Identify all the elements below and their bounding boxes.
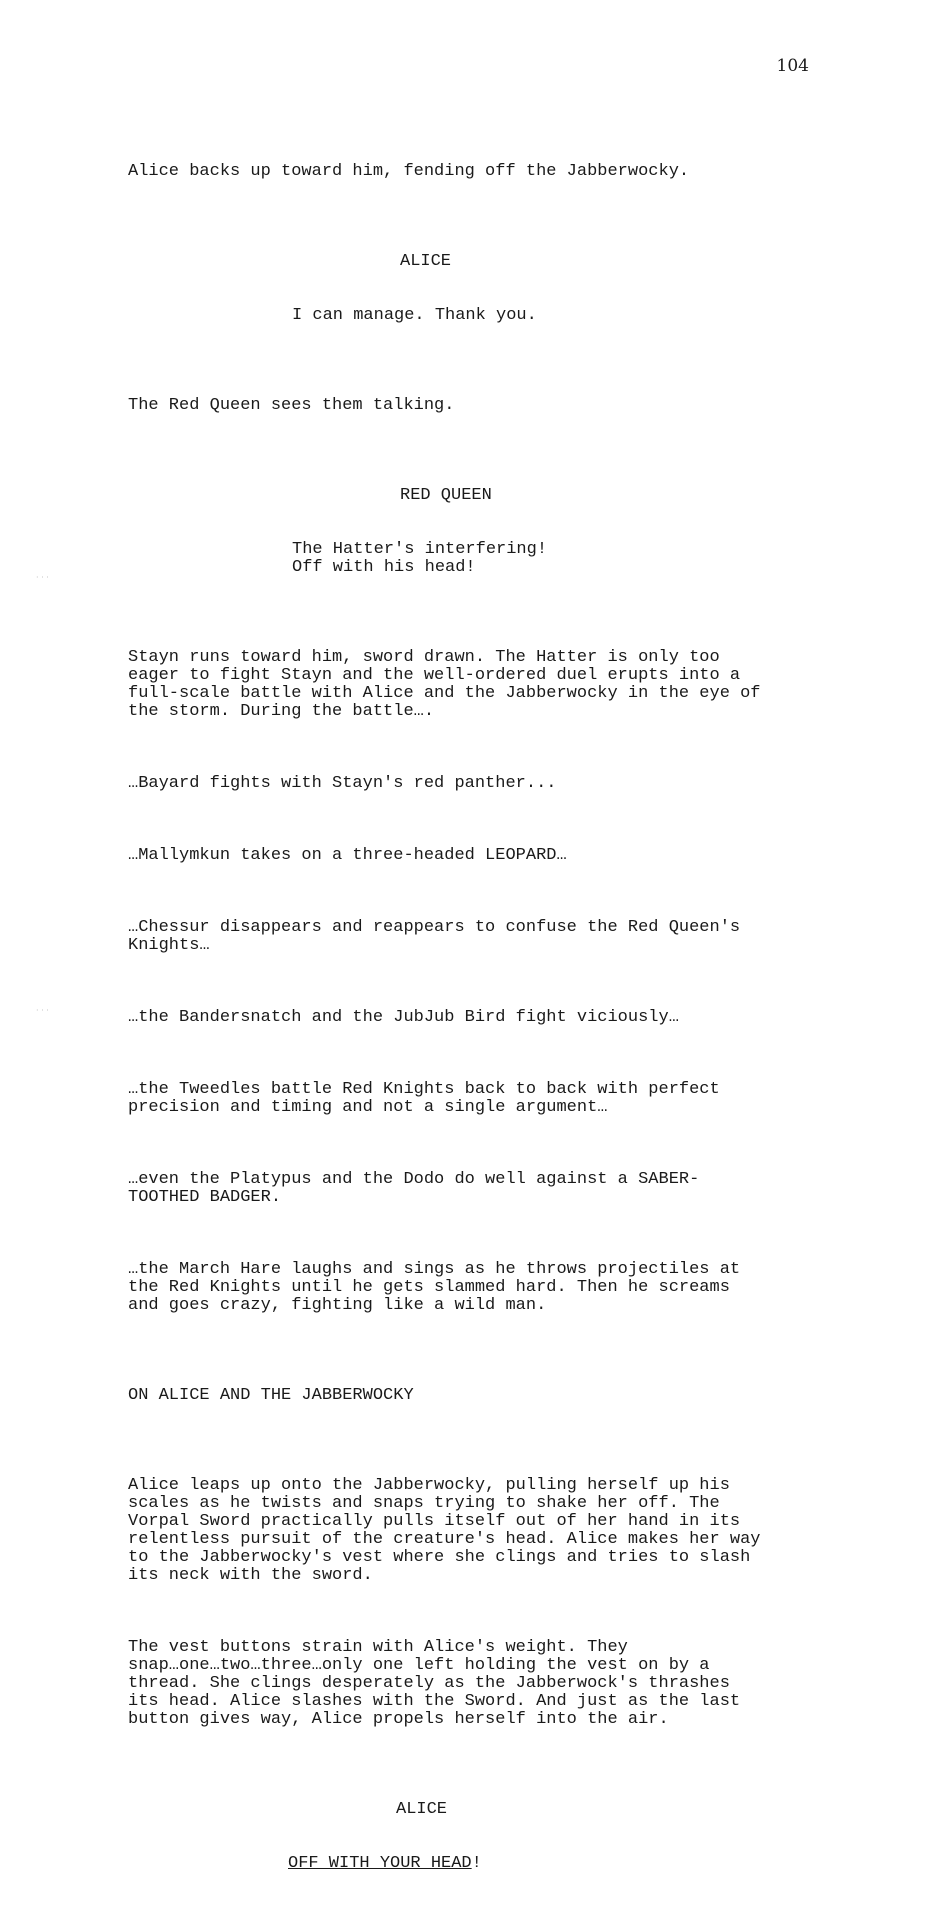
action-line: …even the Platypus and the Dodo do well against a SABER- TOOTHED BADGER. [128, 1170, 700, 1207]
underlined-dialogue: OFF WITH YOUR HEAD [288, 1854, 472, 1873]
dialogue-line [128, 1855, 828, 1873]
scene-heading: ON ALICE AND THE JABBERWOCKY [128, 1386, 414, 1405]
action-line: …Chessur disappears and reappears to confuse the Red Queen's Knights… [128, 918, 741, 955]
action-line: The Red Queen sees them talking. [128, 396, 455, 415]
action-line: …Bayard fights with Stayn's red panther... [128, 774, 557, 793]
action-line: …the Bandersnatch and the JubJub Bird fight viciously… [128, 1008, 679, 1027]
character-name: ALICE [400, 252, 452, 271]
margin-mark: · · · [36, 1006, 49, 1015]
page-number: 104 [776, 56, 809, 76]
action-line: Alice backs up toward him, fending off the Jabberwocky. [128, 162, 690, 181]
action-line: …the Tweedles battle Red Knights back to back with perfect precision and timing and not a single argument… [128, 1080, 720, 1117]
action-line: Alice leaps up onto the Jabberwocky, pulling herself up his scales as he twists and snaps trying to shake her off. The Vorpal Sword practically pulls itself out of her hand in its relentless pursuit of the creature's head. Alice makes her way to the Jabberwocky's vest where she clings and tries to slash its neck with the sword. [128, 1476, 761, 1585]
character-name: ALICE [396, 1800, 448, 1819]
screenplay-body [128, 127, 828, 1927]
action-line: Stayn runs toward him, sword drawn. The Hatter is only too eager to fight Stayn and the well-ordered duel erupts into a full-scale battle with Alice and the Jabberwocky in the eye of the storm. During the battle…. [128, 648, 761, 721]
dialogue-punctuation: ! [471, 1854, 482, 1873]
action-line: …the March Hare laughs and sings as he throws projectiles at the Red Knights until he gets slammed hard. Then he screams and goes crazy, fighting like a wild man. [128, 1260, 741, 1315]
action-line: The vest buttons strain with Alice's weight. They snap…one…two…three…only one left holding the vest on by a thread. She clings desperately as the Jabberwock's thrashes its head. Alice slashes with the Sword. And just as the last button gives way, Alice propels herself into the air. [128, 1638, 741, 1729]
margin-mark: · · · [36, 573, 49, 582]
dialogue-line: I can manage. Thank you. [292, 306, 537, 325]
dialogue-line: The Hatter's interfering! Off with his head! [292, 540, 548, 577]
action-line: …Mallymkun takes on a three-headed LEOPARD… [128, 846, 567, 865]
character-name: RED QUEEN [400, 486, 492, 505]
